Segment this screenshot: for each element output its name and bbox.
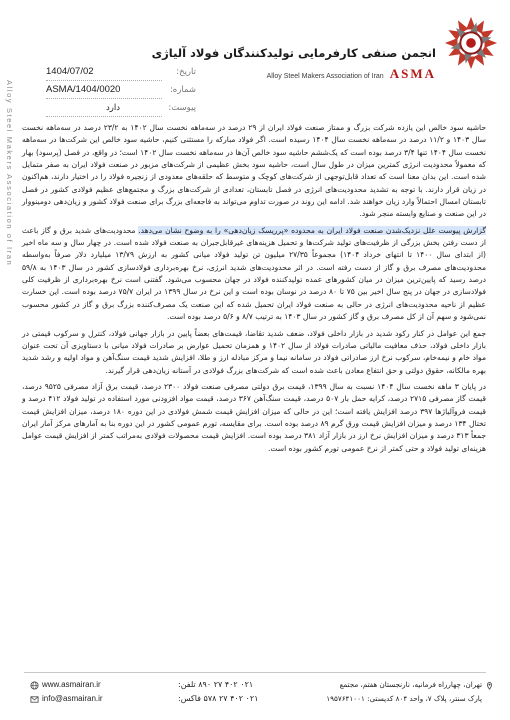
attachment-row	[46, 102, 196, 120]
org-name-en-row	[267, 66, 436, 82]
attachment-value: دارد	[106, 102, 121, 112]
paragraph-1: حاشیه سود خالص این یازده شرکت بزرگ و ممتاز صنعت فولاد ایران از ۲۹ درصد در سه‌ماهه نخست سال ۱۴۰۲ به ۲۳/۲ درصد در سه‌ماهه نخست سال ۱۴۰۳ و ۱۱/۲ درصد در سه‌ماهه نخست سال ۱۴۰۴ رسیده است. اگر فولاد مبارکه را مستثنی کنیم، حاشیه سود خالص این شرکت‌ها در سه‌ماهه نخست سال ۱۴۰۴ تنها ۳/۴ درصد بوده است که یک‌ششم حاشیه سود خالص آن‌ها در سه‌ماهه نخست سال ۱۴۰۲ است؛ در واقع، در فصل (پرسود) بهار که معمولاً محدودیت انرژی کمترین میزان در طول سال است، حاشیه سود بخش عظیمی از شرکت‌های مزبور در صنعت فولاد ایران به صفر متمایل شده است. این بدان معنا است که تعداد قابل‌توجهی از شرکت‌های کوچک و متوسط که حلقه‌های معدودی از زنجیره فولاد را در اختیار دارند، هم‌اکنون در زیان قرار دارند. با توجه به تشدید محدودیت‌های انرژی در فصل تابستان، تعدادی از شرکت‌های بزرگ و مجتمع‌های عظیم فولادی کشور در فصل تابستان امسال احتمالاً وارد زیان خواهند شد. ادامه این روند در صورت تداوم می‌تواند به فاجعه‌ای بزرگ برای صنعت فولاد کشور و زیان‌دهی دومینووار در این صنعت و صنایع وابسته منجر شود.	[22, 123, 486, 219]
date-value: 1404/07/02	[46, 66, 94, 77]
attachment-underline	[46, 116, 162, 117]
org-abbreviation: ASMA	[389, 66, 436, 81]
date-underline	[46, 80, 162, 81]
date-label: تاریخ:	[176, 67, 196, 77]
paragraph-2	[22, 225, 486, 324]
globe-icon	[30, 681, 39, 690]
paragraph-2-text: محدودیت‌های شدید برق و گاز باعث از دست رفتن بخش بزرگی از ظرفیت‌های تولید شرکت‌ها و تحمیل هزینه‌های غیرقابل‌جبران به صنعت فولاد شده است. در چهار سال و سه ماه اخیر (از ابتدای سال ۱۴۰۰ تا انتهای خرداد ۱۴۰۴) مجموعاً ۲۷/۳۵ میلیون تن تولید فولاد میانی کشور به ارزش ۱۳/۷۹ میلیارد دلار صرفاً به‌واسطه محدودیت‌های مصرف برق و گاز از دست رفته است. در اثر محدودیت‌های شدید انرژی، نرخ بهره‌برداری فولادسازی کشور در سال ۱۴۰۳ به ۵۹/۸ درصد رسید که پایین‌ترین میزان در میان کشورهای عمده تولیدکننده فولاد در جهان محسوب می‌شود. گفتنی است نرخ بهره‌برداری از ظرفیت کلی فولادسازی در جهان در پنج سال اخیر بین ۷۵ تا ۸۰ درصد در نوسان بوده است و این نرخ در سال ۱۳۹۹ در ایران ۷۵/۷ درصد بوده است. این خسارت عظیم از ناحیه محدودیت‌های انرژی در حالی به صنعت فولاد ایران تحمیل شده که این صنعت یک مصرف‌کننده بزرگ برق و گاز در کشور محسوب نمی‌شود و سهم آن از کل مصرف برق و گاز کشور در سال ۱۴۰۳ به ترتیب ۸/۷ و ۵/۶ درصد بوده است.	[22, 225, 487, 322]
side-org-name: Alloy Steel Makers Association of Iran	[5, 80, 14, 267]
letter-meta	[46, 66, 196, 120]
asma-logo	[442, 14, 500, 72]
website-link[interactable]: www.asmairan.ir	[42, 680, 101, 689]
number-label: شماره:	[169, 85, 196, 95]
paragraph-4: در پایان ۳ ماهه نخست سال ۱۴۰۴ نسبت به سال ۱۳۹۹، قیمت برق دولتی مصرفی صنعت فولاد ۲۳۰۰ درصد، قیمت برق آزاد مصرفی ۹۵۲۵ درصد، قیمت گاز مصرفی ۲۷۱۵ درصد، کرایه حمل بار ۵۰۷ درصد، قیمت سنگ‌آهن ۳۶۷ درصد، قیمت مواد افزودنی مورد استفاده در تولید فولاد ۴۱۲ درصد و قیمت فروآلیاژها ۳۹۷ درصد افزایش یافته است؛ این در حالی که میزان افزایش قیمت شمش فولادی در این دوره ۱۸۰ درصد، میزان افزایش قیمت تختال ۱۳۴ درصد و میزان افزایش قیمت ورق گرم ۸۹ درصد بوده است. برای مقایسه، تورم عمومی کشور در این دوره بنا به آمارهای مرکز آمار ایران جمعاً ۳۱۳ درصد و میزان افزایش نرخ ارز در بازار آزاد ۳۸۱ درصد بوده است. افزایش قیمت محصولات فولادی به‌مراتب کمتر از افزایش قیمت عوامل هزینه‌ای تولید فولاد و حتی کمتر از نرخ عمومی تورم کشور بوده است.	[22, 381, 486, 453]
paragraph-3: جمع این عوامل در کنار رکود شدید در بازار داخلی فولاد، ضعف شدید تقاضا، قیمت‌های بعضاً پایین در بازار جهانی فولاد، کنترل و سرکوب قیمتی در بازار داخلی فولاد، حذف معافیت مالیاتی صادرات فولاد از سال ۱۴۰۲ و همزمان تحمیل عوارض بر صادرات فولاد میانی با دستاویزی آن تحت عنوان مواد خام و نیمه‌خام، سرکوب نرخ ارز صادراتی فولاد در سامانه نیما و مرکز مبادله ارز و طلا، افزایش شدید قیمت سنگ‌آهن و مواد اولیه و رشد شدید بهره مالکانه، حقوق دولتی و حق انتفاع معادن باعث شده است که شرکت‌های بزرگ فولادی در آستانه زیان‌دهی قرار گیرند.	[22, 328, 486, 375]
email-icon	[30, 695, 39, 704]
highlighted-sentence: گزارش پیوست علل نزدیک‌شدن صنعت فولاد ایران به محدوده «پرریسک زیان‌دهی» را به وضوح نشان می‌دهد.	[138, 225, 486, 235]
address-line-1: تهران، چهارراه فرمانیه، نارنجستان هفتم، مجتمع	[339, 680, 482, 689]
address-line-2: پارک سنتر، پلاک ۷، واحد ۸۰۴ کدپستی: ۱۹۵۷۶۴۱۰۰۱	[326, 694, 482, 703]
email-link[interactable]: info@asmairan.ir	[42, 694, 103, 703]
number-underline	[46, 98, 162, 99]
number-value: ASMA/1404/0020	[46, 84, 121, 95]
footer-divider	[24, 672, 486, 673]
letter-footer	[0, 672, 510, 720]
letter-body	[22, 122, 486, 459]
letterhead	[0, 0, 510, 113]
location-icon	[485, 681, 494, 690]
date-row	[46, 66, 196, 84]
attachment-label: پیوست:	[168, 103, 196, 113]
fax-number: ۰۲۱ ۴۰۲ ۲۷ ۵۷۸ فاکس:	[178, 694, 259, 703]
org-name-fa: انجمن صنفی کارفرمایی تولیدکنندگان فولاد آلیاژی	[151, 46, 436, 60]
phone-number: ۰۲۱ ۴۰۲ ۲۷ ۸۹۰ تلفن:	[178, 680, 254, 689]
org-name-en: Alloy Steel Makers Association of Iran	[266, 73, 384, 80]
number-row	[46, 84, 196, 102]
